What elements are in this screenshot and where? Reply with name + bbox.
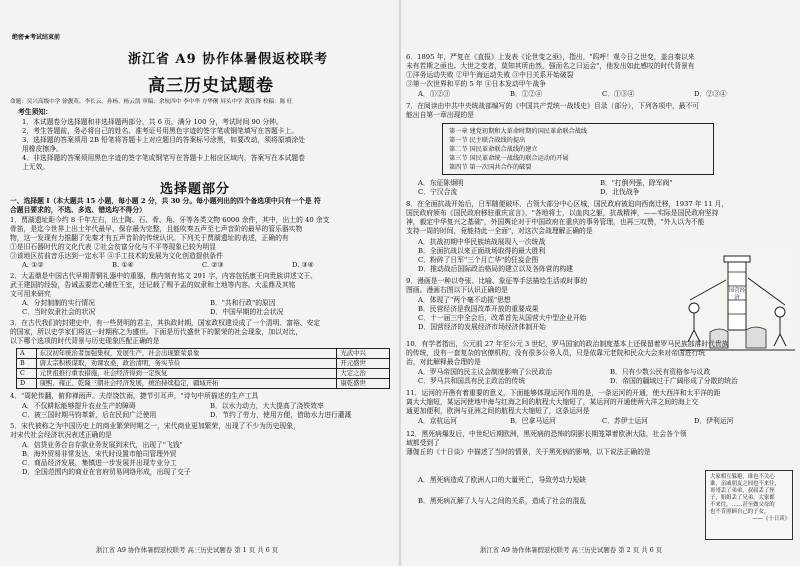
table-cell: 东汉初年统治者加强集权，发展生产，社会出现繁荣景象 [36, 349, 337, 359]
q-line: 1．贾湖遗址距今约 8 千年左右，出土陶、石、骨、角、牙等各类文物 6000 余件，其中，出土的 40 余支 [10, 216, 330, 224]
q1-option-c[interactable]: C. ②③ [202, 261, 224, 269]
question-5 [10, 422, 395, 440]
q-line: 11．运河的开凿有着重要的意义，下面能够体现运河作用的是，一条运河的开通，使大西洋和太平洋的距 [406, 389, 721, 397]
table-row[interactable] [17, 369, 390, 379]
q1-option-a[interactable]: A. ①② [22, 261, 44, 269]
table-cell: 康熙、雍正、乾隆三朝社会经济发展，统治持续稳定，疆域开拓 [36, 379, 337, 389]
paper-title: 高三历史试题卷 [148, 76, 274, 96]
table-cell: 康乾盛世 [337, 379, 390, 389]
secret-mark: 绝密★考试结束前 [12, 34, 61, 41]
q-line: 3．在古代我们的封建史中，有一些贤明的君主，其执政时期，国家政权建设成了一个清明、富裕、安定 [10, 319, 321, 327]
q6-option-d[interactable]: D．②③④ [694, 90, 727, 98]
notice-line: 4．非选择题的答案须用黑色字迹的签字笔或钢笔写在答题卡上相应区域内，答案写在本试题卷 [22, 154, 305, 162]
q-line: 能出自第一章出现的是 [406, 111, 474, 119]
intro-line: 一、选择题 I（本大题共 15 小题，每小题 2 分，共 30 分。每小题列出的四个备选项中只有一个是 符 [10, 197, 321, 205]
quote-text [710, 474, 790, 523]
section-heading: 选择题部分 [160, 182, 231, 197]
q-line: 国民政府颁布《国民政府移驻重庆宣言》，"各地将士，以血肉之躯，抗战精神，——实际是国民政府坚持 [406, 209, 719, 217]
q7-contents-box [442, 123, 714, 175]
notice-heading: 考生须知： [18, 108, 52, 116]
page-footer: 浙江省 A9 协作体暑假返校联考 高三历史试题卷 第 2 页 共 6 页 [480, 546, 663, 554]
table-cell: D [17, 379, 37, 389]
q-line: 薄伽丘的《十日谈》中描述了当时的情景，关于黑死病的影响，以下说法正确的是 [406, 448, 651, 456]
quote-line: 不来往，……甚至做父母的 [710, 502, 775, 508]
q5-option-c[interactable]: C．商品经济发展，集镇进一步发展并出现专业分工 [22, 459, 177, 467]
contents-list [449, 127, 709, 172]
table-cell: C [17, 369, 37, 379]
q-line: 文可用来研究 [10, 290, 51, 298]
q10-option-b[interactable]: B．只有少数公民有资格参与议政 [610, 368, 711, 376]
q-line: 物，这一发现有力推翻了先秦才有五声音阶的传统认识。下列关于贾湖遗址的表述，正确的有 [10, 234, 289, 242]
contents-line: 第四节 第一次国共合作的破裂 [449, 164, 532, 171]
q2-option-b[interactable]: B．"共和行政"的原因 [210, 299, 276, 307]
q-line: ③第一次世界和平的 5 年 ④日本发动甲午战争 [406, 80, 546, 88]
q12-option-b[interactable]: B．黑死病瓦解了人与人之间的关系，造成了社会的混乱 [418, 497, 587, 505]
q8-option-a[interactable]: A．抗战初期中华民族统战展现入一次统战 [418, 238, 546, 246]
question-9 [406, 277, 656, 295]
q7-option-a[interactable]: A．东征陈炯明 [418, 179, 464, 187]
question-10 [406, 340, 796, 367]
quote-line: 也不肯照顾自己的子女。 [710, 509, 770, 515]
q-line: 以下哪个选项的时代背景与历史现象匹配正确的是 [10, 337, 160, 345]
q7-option-d[interactable]: D．北伐战争 [600, 188, 640, 196]
q-line: 武王建国的经验，告诫盂要忠心辅佐王室，还记载了赐予盂的奴隶和土地等内容。大盂鼎及其铭 [10, 281, 296, 289]
q11-option-d[interactable]: D．伊利运河 [694, 417, 734, 425]
question-7 [406, 102, 796, 120]
q11-option-a[interactable]: A．京杭运河 [418, 417, 457, 425]
q2-option-d[interactable]: D．中国早期的社会状况 [210, 308, 284, 316]
q-line: 10．有学者指出，公元前 27 年至公元 3 世纪，罗马国家的政治制度基本上还保留着罗马民族部落时代贵族 [406, 340, 729, 348]
q-line: 骨笛，是迄今世界上出土年代最早、保存最为完整，且能吹奏五声至七声音阶的最早的管乐器实物 [10, 225, 303, 233]
q-line: 图画。漫画右图以下认识正确的是 [406, 286, 508, 294]
contents-line: 第一章 建党初期和大革命时期的国民革命联合战线 [449, 128, 588, 135]
q12-quote-box [705, 470, 793, 540]
q-line: 2．大盂鼎是中国古代早期青铜礼器中的重器，鼎内刻有铭文 291 字，内容包括康王向贵族讲述文王、 [10, 272, 318, 280]
q12-option-a[interactable]: A．黑死病造成了欧洲人口的大量死亡，导致劳动力短缺 [418, 476, 587, 484]
notice-list [22, 118, 394, 172]
q6-option-c[interactable]: C．①③④ [602, 90, 635, 98]
q5-option-b[interactable]: B．海外贸易非常发达，宋代时设置市舶司管理外贸 [22, 450, 177, 458]
q-line: 对宋代社会经济状况表述正确的是 [10, 431, 112, 439]
q9-option-c[interactable]: C．十一届三中全会后，改革首先从国营大中型企业开始 [418, 314, 587, 322]
notice-line: 3．选择题的答案须用 2B 铅笔将答题卡上对应题目的答案标号涂黑，如要改动，须将原填涂处 [22, 136, 306, 144]
q11-option-b[interactable]: B．巴拿马运河 [510, 417, 556, 425]
question-8 [406, 200, 796, 236]
q2-option-a[interactable]: A．分封制制的实行情况 [22, 299, 95, 307]
table-cell: B [17, 359, 37, 369]
table-row[interactable] [17, 379, 390, 389]
table-row[interactable] [17, 359, 390, 369]
q4-option-a[interactable]: A．不仅耕耘能够提升农业生产的障碍 [22, 402, 136, 410]
contents-line: 第二节 国民革命联合战线的建立 [449, 146, 538, 153]
table-row[interactable] [17, 349, 390, 359]
q5-option-d[interactable]: D．全国范围内的商业在官府贸易网络形成，出现了交子 [22, 468, 191, 476]
q-line: 4．"周轮传翻，俯仰禅雨声。夫岸饶饮雨，捷节引耳声，"诗句中所描述的生产工具 [10, 392, 259, 400]
q-line: 8．在全面抗战开始后，日军随便破坏、占领大部分中心区城，国民政府被迫向西南迁移，1937 年 11 月， [406, 200, 729, 208]
question-6 [406, 53, 796, 89]
part-intro [10, 197, 395, 215]
q4-option-c[interactable]: C．被三国时期马钧革新，后在民间广泛使用 [22, 411, 157, 419]
q-line: ①是旧石器时代的文化代表 ②社会贫富分化与不平等现象已较为明显 [10, 243, 217, 251]
question-4 [10, 392, 395, 401]
notice-line: 2．考生答题前，务必将自己的姓名、准考证号用黑色字迹的签字笔或钢笔填写在答题卡上。 [22, 127, 299, 135]
q4-option-d[interactable]: D．节约了劳力，使用方便，借助水力进行灌溉 [210, 411, 352, 419]
q9-option-b[interactable]: B．民营经济是我国改革开放的重要成果 [418, 305, 539, 313]
q-line: 6．1895 年，严复在《直报》上发表《论世变之亟》，指出，"呜呼！观今日之世变，盖自秦以来 [406, 53, 695, 61]
authors-line: 命题：吴兴高级中学 徐靓英、李长云、孙杨、杨云凯 审稿：余杭四中 李中华 方华俐 屏头中学 黄钰锋 校稿：陈 旺 [10, 99, 293, 105]
question-11 [406, 389, 796, 416]
exam-title: 浙江省 A9 协作体暑假返校联考 [128, 52, 329, 67]
q-line: 9．漫画是一种以夸张、比喻、象征等手法描绘生活或时事的 [406, 277, 588, 285]
quote-line: 子，姐姐丢了兄弟，大家都 [710, 495, 775, 501]
question-12 [406, 430, 691, 457]
q11-option-c[interactable]: C．苏伊士运河 [602, 417, 648, 425]
question-1 [10, 216, 395, 261]
q-line: 12．黑死病爆发后，中世纪后期欧洲，黑死病的恐怖的阴影长期笼罩着欧洲大陆，社会各个领域都受到了 [406, 430, 687, 447]
cartoon-caption: 国营经济 [728, 288, 746, 301]
q2-option-c[interactable]: C．当时奴隶社会的状况 [22, 308, 96, 316]
q10-option-a[interactable]: A．罗马帝国的民主议会制度影响了公民政治 [418, 368, 553, 376]
q10-option-d[interactable]: D．帝国的疆域过于广阔形成了分散的统治 [610, 377, 738, 385]
q-line: 未有若斯之亟也。大世之变者，莫知其所由然，强而名之曰运会"，他发出如此感叹的时代背景有 [406, 62, 695, 70]
q-line: 神，毅定中华复兴之基础"，外国舆论对于中国政府在重庆的事务管理，也再三叹赞，"外人以为不能 [406, 218, 705, 226]
q7-option-c[interactable]: C．宁汉合流 [418, 188, 458, 196]
q-line: ①洋务运动失败 ②甲午海运动失败 ③中日关系开始破裂 [406, 71, 574, 79]
notice-line: 1．本试题卷分选择题和非选择题两部分，共 6 页，满分 100 分，考试时间 90 分钟。 [22, 118, 283, 126]
q4-option-b[interactable]: B．以水力动力，大大提高了浇铁效率 [210, 402, 324, 410]
q9-option-d[interactable]: D．国营经济的发展经济市场经济体制开始 [418, 323, 546, 331]
quote-line: 谁，亲戚朋友之间也不来往， [710, 481, 781, 487]
q-line: 治，对此解释最合理的是 [406, 358, 481, 366]
q7-option-b[interactable]: B．"打倒列强，除军阀" [600, 179, 673, 187]
notice-line: 用橡皮擦净。 [22, 145, 63, 153]
question-3 [10, 319, 395, 346]
q-line: 的传统，没有一套复杂的官僚机构，没有很多公务人员，只是依靠元老院和民众大会来对帝国进行统 [406, 349, 706, 357]
table-cell: A [17, 349, 37, 359]
q-line: 通更加便利，欧洲与亚洲之间的航程大大缩短了，这条运河是 [406, 407, 590, 415]
q-line: 支持一周的时间，竟能持此一全面"，对这次会战理解正确的是 [406, 227, 593, 235]
table-cell: 大定之治 [337, 369, 390, 379]
table-cell: 元世祖推行重农措施，社会经济得到一定恢复 [36, 369, 337, 379]
table-cell: 开元盛世 [337, 359, 390, 369]
q6-option-a[interactable]: A．①②③ [418, 90, 451, 98]
notice-line: 上无效。 [22, 163, 50, 171]
q8-option-c[interactable]: C．粉碎了日军"三个月亡华"的狂妄企图 [418, 256, 539, 264]
contents-line: 第三节 国民革命统一战线的联合运动的开展 [449, 155, 569, 162]
contents-line: 第一节 民主联合战线的提出 [449, 137, 526, 144]
intro-line: 合题目要求的，不选、多选、错选均不得分） [10, 206, 146, 214]
q1-option-b[interactable]: B. ①④ [112, 261, 134, 269]
q-line: 离大大缩短，某运河使地中海与红海之间的航程大大缩短了，某运河的开通使两大洋之间的海上交 [406, 398, 699, 406]
q-line: 7．在阅读由中共中央统战部编写的《中国共产党统一战线史》目录（部分），下列各项中，最不可 [406, 102, 700, 110]
table-cell: 光武中兴 [337, 349, 390, 359]
q6-option-b[interactable]: B．①②④ [510, 90, 543, 98]
q-line: ③该地区贫前音乐达到一定水平 ④手工技术的发展为文化创造提供条件 [10, 252, 223, 260]
q8-option-b[interactable]: B．全面抗战以来正面战场取得的最大胜利 [418, 247, 546, 255]
q5-option-a[interactable]: A．信贷业务合自存款业务发展到宋代，出现了"飞钱" [22, 441, 183, 449]
q10-option-c[interactable]: C．罗马共和国具有民主政治的传统 [418, 377, 526, 385]
q9-option-a[interactable]: A．体现了"两个毫不动摇"思想 [418, 296, 511, 304]
quote-line: 大家相互躲避，谁也不关心 [710, 474, 775, 480]
quote-line: 哥哥丢了弟弟，叔叔丢了侄 [710, 488, 775, 494]
q1-option-d[interactable]: D. ③④ [292, 261, 314, 269]
exam-page-2 [400, 0, 800, 566]
q-line: 的国家，所以史学家们将这一时期称之为盛世。下面是历代盛世下的繁荣的社会现象，加以对比， [10, 328, 303, 336]
question-2 [10, 272, 395, 299]
page-footer: 浙江省 A9 协作体暑假返校联考 高三历史试题卷 第 1 页 共 6 页 [96, 546, 279, 554]
q3-table [16, 348, 390, 389]
table-cell: 唐太宗积极谋取，劝课农桑，政治清明，务实节俭 [36, 359, 337, 369]
quote-source: ——《十日谈》 [752, 516, 790, 522]
q8-option-d[interactable]: D．推动战后国际政治格局的建立以及各阵营的构建 [418, 265, 573, 273]
q-line: 5．宋代被称之为中国历史上的商业繁荣时期之一，宋代商业更加繁荣，出现了不少为历史现象， [10, 422, 300, 430]
